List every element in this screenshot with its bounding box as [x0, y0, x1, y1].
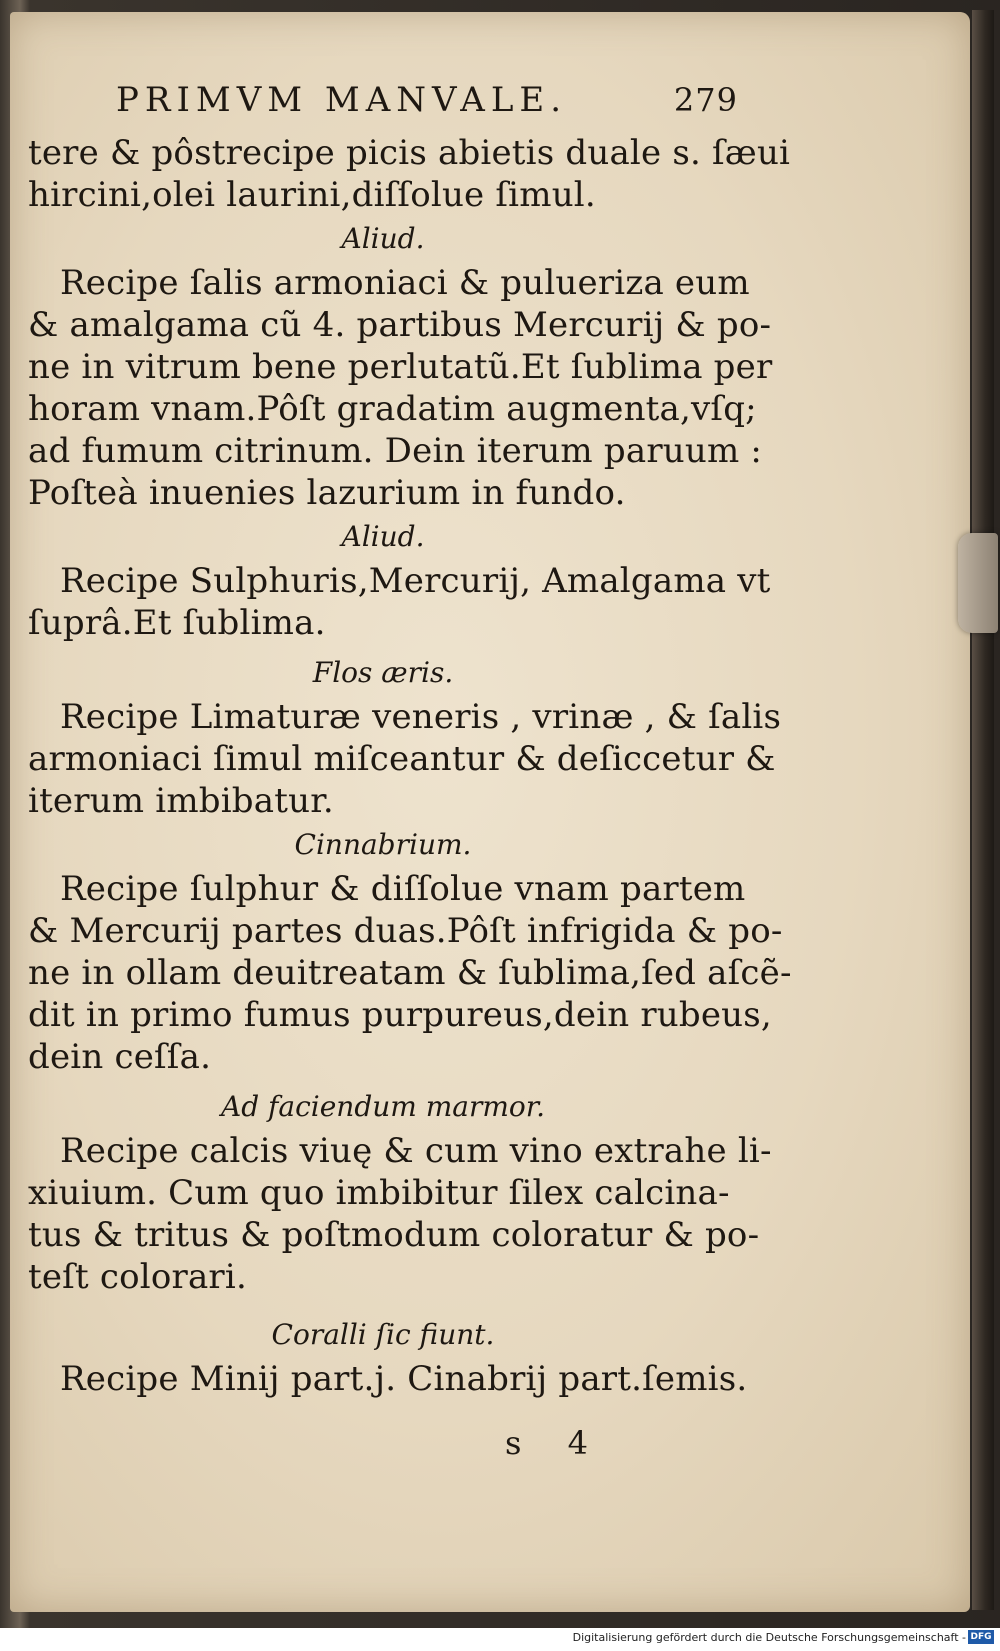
dfg-logo: DFG [968, 1630, 994, 1644]
section-heading: Ad faciendum marmor. [221, 1090, 545, 1123]
text-line: xiuium. Cum quo imbibitur ſilex calcina- [28, 1173, 730, 1213]
section-heading: Aliud. [341, 222, 425, 255]
text-line: ne in vitrum bene perlutatũ.Et ſublima per [28, 347, 773, 387]
text-line: hircini,olei laurini,diſſolue ſimul. [28, 175, 596, 215]
text-line: Poſteà inuenies lazurium in fundo. [28, 473, 626, 513]
text-line: dit in primo fumus purpureus,dein rubeus, [28, 995, 772, 1035]
page-edge [972, 10, 994, 1610]
page-number: 279 [673, 81, 738, 119]
signature-mark: s 4 [505, 1424, 606, 1462]
section-heading: Cinnabrium. [294, 828, 472, 861]
text-line: Recipe ſalis armoniaci & pulueriza eum [60, 263, 750, 303]
page-text [28, 80, 792, 1400]
text-line: Recipe Limaturæ veneris , vrinæ , & ſalis [60, 697, 782, 737]
text-line: tus & tritus & poſtmodum coloratur & po- [28, 1215, 760, 1255]
text-line: iterum imbibatur. [28, 781, 334, 821]
text-line: Recipe ſulphur & diſſolue vnam partem [60, 869, 746, 909]
text-line: ne in ollam deuitreatam & ſublima,ſed aſcẽ- [28, 953, 792, 993]
text-line: & amalgama cũ 4. partibus Mercurij & po- [28, 305, 772, 345]
text-line: ad fumum citrinum. Dein iterum paruum : [28, 431, 763, 471]
funding-credit: Digitalisierung gefördert durch die Deutsche Forschungsgemeinschaft - [572, 1631, 966, 1644]
section-heading: Aliud. [341, 520, 425, 553]
text-line: Recipe Minij part.j. Cinabrij part.ſemis. [60, 1359, 748, 1399]
text-line: horam vnam.Pôſt gradatim augmenta,vſq; [28, 389, 757, 429]
page-clip [958, 533, 998, 633]
text-line: armoniaci ſimul miſceantur & deſiccetur & [28, 739, 776, 779]
text-line: dein ceſſa. [28, 1037, 212, 1077]
text-line: Recipe calcis viuę & cum vino extrahe li- [60, 1131, 772, 1171]
text-line: Recipe Sulphuris,Mercurij, Amalgama vt [60, 561, 771, 601]
section-heading: Coralli ſic fiunt. [271, 1318, 495, 1351]
running-title: PRIMVM MANVALE. [116, 80, 568, 120]
text-line: & Mercurij partes duas.Pôſt infrigida & po- [28, 911, 783, 951]
section-heading: Flos æris. [312, 656, 454, 689]
text-line: tere & pôstrecipe picis abietis duale s. ſæui [28, 133, 791, 173]
text-line: ſuprâ.Et ſublima. [28, 603, 326, 643]
text-line: teſt colorari. [28, 1257, 247, 1297]
running-head [28, 80, 738, 132]
